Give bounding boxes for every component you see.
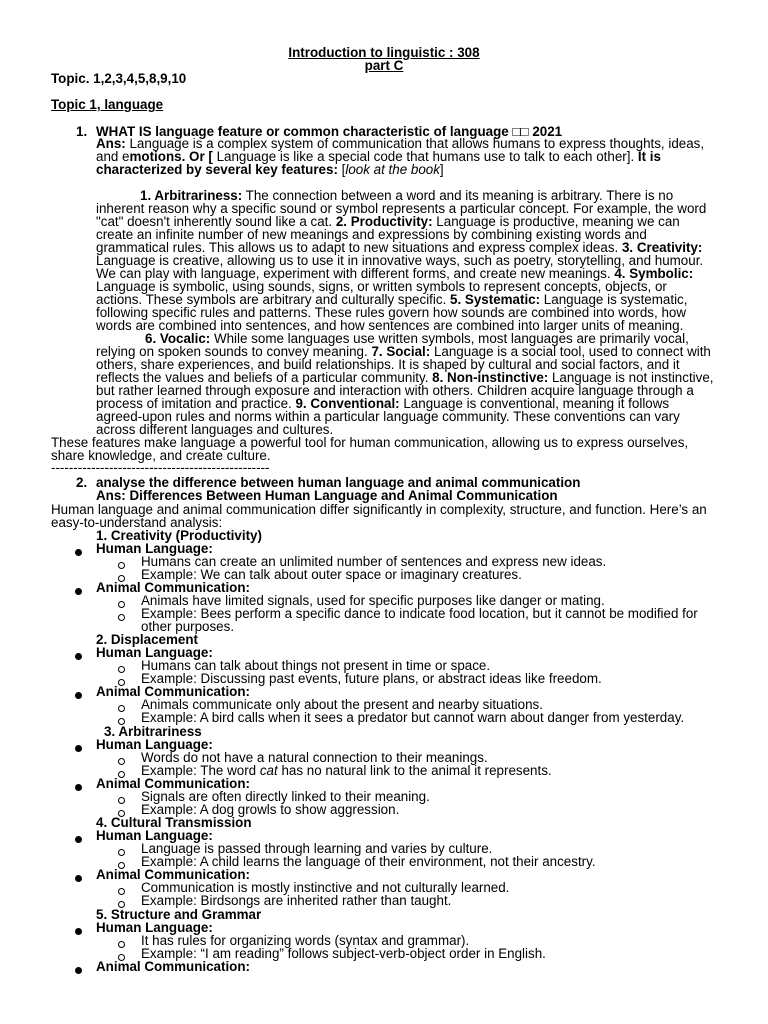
bullet-dot <box>75 545 82 558</box>
list-item: Animals communicate only about the present and nearby situations. <box>141 697 543 712</box>
subsection-heading: 5. Structure and Grammar <box>96 907 262 922</box>
list-item: Example: We can talk about outer space or imaginary creatures. <box>141 567 522 582</box>
list-item: Example: Discussing past events, future plans, or abstract ideas like freedom. <box>141 671 602 686</box>
summary-line: These features make language a powerful tool for human communication, allowing us to express ourselves, <box>51 435 689 450</box>
question-1: WHAT IS language feature or common characteristic of language □□ 2021 <box>96 124 563 139</box>
feature-paragraph-line: We can play with language, experiment with different forms, and create new meanings. 4. Symbolic: <box>96 266 694 281</box>
feature-paragraph-line: following specific rules and patterns. These rules govern how sounds are combined into words, how <box>96 305 687 320</box>
bullet-dot <box>75 780 82 793</box>
feature-paragraph-line: relying on spoken sounds to convey meaning. 7. Social: Language is a social tool, used to connect with <box>96 344 711 359</box>
section-divider: ------------------------------------------------- <box>51 460 270 475</box>
answer-heading: Ans: Differences Between Human Language and Animal Communication <box>96 488 558 503</box>
bullet-circle <box>118 884 125 897</box>
bullet-label: Human Language: <box>96 645 213 660</box>
feature-paragraph-line: create an infinite number of new meanings and expressions by combining existing words and <box>96 227 647 242</box>
bullet-dot <box>75 741 82 754</box>
bullet-label: Animal Communication: <box>96 580 250 595</box>
bullet-label: Human Language: <box>96 541 213 556</box>
bullet-label: Animal Communication: <box>96 867 250 882</box>
list-item: Language is passed through learning and varies by culture. <box>141 841 493 856</box>
subsection-heading: 3. Arbitrariness <box>104 724 202 739</box>
bullet-dot <box>75 963 82 976</box>
feature-paragraph-line: Language is symbolic, using sounds, signs, or written symbols to represent concepts, objects, or <box>96 279 667 294</box>
document-subtitle: part C <box>364 58 404 73</box>
list-item: It has rules for organizing words (syntax and grammar). <box>141 933 470 948</box>
bullet-circle <box>118 662 125 675</box>
bullet-dot <box>75 924 82 937</box>
answer-line: characterized by several key features: [look at the book] <box>96 162 444 177</box>
list-item: Example: The word cat has no natural link to the animal it represents. <box>141 763 552 778</box>
answer-line: and emotions. Or [ Language is like a special code that humans use to talk to each other]. It is <box>96 149 661 164</box>
list-item: Words do not have a natural connection to their meanings. <box>141 750 488 765</box>
feature-paragraph-line: but rather learned through exposure and interaction with others. Children acquire language through a <box>96 383 694 398</box>
feature-paragraph-line: across different languages and cultures. <box>96 422 334 437</box>
bullet-circle <box>118 845 125 858</box>
subsection-heading: 2. Displacement <box>96 632 198 647</box>
feature-paragraph-line: reflects the values and beliefs of a particular community. 8. Non-instinctive: Language is not instinctive, <box>96 370 714 385</box>
list-item: Example: Birdsongs are inherited rather than taught. <box>141 893 452 908</box>
bullet-circle <box>118 610 125 623</box>
feature-paragraph-line: agreed-upon rules and norms within a particular language community. These conventions can vary <box>96 409 680 424</box>
bullet-circle <box>118 597 125 610</box>
bullet-dot <box>75 832 82 845</box>
bullet-label: Animal Communication: <box>96 959 250 974</box>
feature-paragraph-line: inherent reason why a specific sound or symbol represents a particular concept. For example, the word <box>96 201 707 216</box>
bullet-dot <box>75 871 82 884</box>
topic-heading: Topic 1, language <box>51 97 164 112</box>
bullet-dot <box>75 688 82 701</box>
document-title: Introduction to linguistic : 308 <box>288 45 480 60</box>
list-item: Example: Bees perform a specific dance to indicate food location, but it cannot be modified for <box>141 606 698 621</box>
bullet-circle <box>118 793 125 806</box>
feature-paragraph-line: actions. These symbols are arbitrary and culturally specific. 5. Systematic: Language is systematic, <box>96 292 688 307</box>
feature-paragraph-line: 6. Vocalic: While some languages use written symbols, most languages are primarily vocal, <box>145 331 689 346</box>
list-item: Humans can talk about things not present in time or space. <box>141 658 491 673</box>
intro-line: Human language and animal communication differ significantly in complexity, structure, and function. Here’s an <box>51 502 707 517</box>
feature-paragraph-line: 1. Arbitrariness: The connection between a word and its meaning is arbitrary. There is no <box>140 188 674 203</box>
subsection-heading: 4. Cultural Transmission <box>96 815 252 830</box>
list-item: Example: A child learns the language of their environment, not their ancestry. <box>141 854 596 869</box>
feature-paragraph-line: words are combined into sentences, and how sentences are combined into larger units of meaning. <box>96 318 684 333</box>
subsection-heading: 1. Creativity (Productivity) <box>96 528 262 543</box>
question-2: analyse the difference between human language and animal communication <box>96 475 581 490</box>
feature-paragraph-line: "cat" doesn't inherently sound like a cat. 2. Productivity: Language is productive, meaning we can <box>96 214 680 229</box>
intro-line: easy-to-understand analysis: <box>51 515 223 530</box>
bullet-circle <box>118 754 125 767</box>
list-item: Example: A dog growls to show aggression. <box>141 802 400 817</box>
feature-paragraph-line: grammatical rules. This allows us to adapt to new situations and express complex ideas. 3. Creativity: <box>96 240 703 255</box>
list-item: Example: A bird calls when it sees a predator but cannot warn about danger from yesterday. <box>141 710 685 725</box>
bullet-label: Human Language: <box>96 737 213 752</box>
bullet-label: Human Language: <box>96 920 213 935</box>
bullet-label: Animal Communication: <box>96 684 250 699</box>
bullet-circle <box>118 937 125 950</box>
list-item: Example: “I am reading” follows subject-verb-object order in English. <box>141 946 546 961</box>
answer-line: Ans: Language is a complex system of communication that allows humans to express thoughts, ideas, <box>96 136 705 151</box>
question-number: 2. <box>76 475 88 490</box>
question-number: 1. <box>76 124 88 139</box>
bullet-label: Animal Communication: <box>96 776 250 791</box>
bullet-dot <box>75 584 82 597</box>
bullet-dot <box>75 649 82 662</box>
topic-list: Topic. 1,2,3,4,5,8,9,10 <box>51 71 187 86</box>
feature-paragraph-line: Language is creative, allowing us to use it in innovative ways, such as poetry, storytelling, and humour. <box>96 253 704 268</box>
list-item: Communication is mostly instinctive and not culturally learned. <box>141 880 510 895</box>
bullet-circle <box>118 701 125 714</box>
feature-paragraph-line: others, share experiences, and build relationships. It is shaped by cultural and social factors, and it <box>96 357 680 372</box>
list-item: Signals are often directly linked to their meaning. <box>141 789 430 804</box>
summary-line: share knowledge, and create culture. <box>51 448 271 463</box>
bullet-label: Human Language: <box>96 828 213 843</box>
feature-paragraph-line: process of imitation and practice. 9. Conventional: Language is conventional, meaning it follows <box>96 396 670 411</box>
list-item: Humans can create an unlimited number of sentences and express new ideas. <box>141 554 607 569</box>
list-item: Animals have limited signals, used for specific purposes like danger or mating. <box>141 593 605 608</box>
list-item: other purposes. <box>141 619 235 634</box>
bullet-circle <box>118 558 125 571</box>
